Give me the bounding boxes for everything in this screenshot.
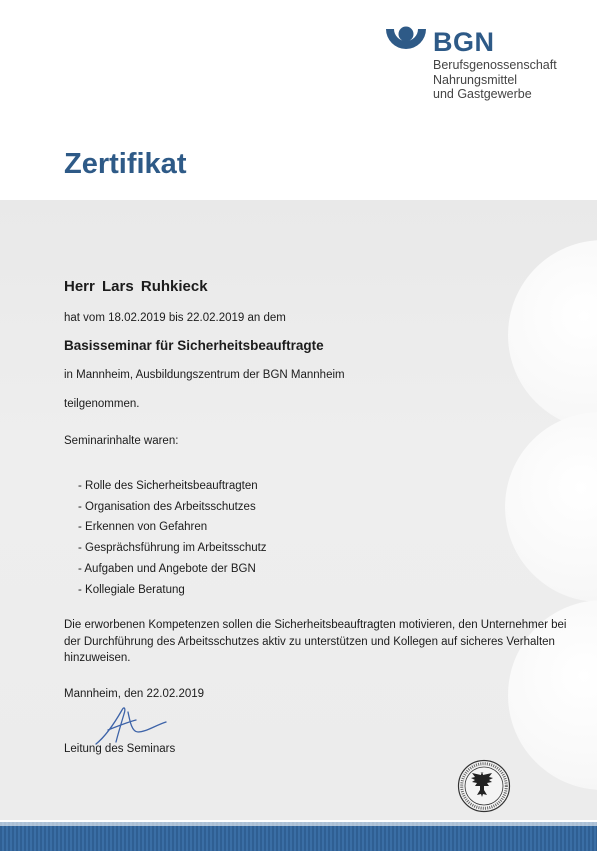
- contents-heading: Seminarinhalte waren:: [64, 435, 179, 447]
- logo-subtitle-line: und Gastgewerbe: [433, 87, 532, 101]
- logo-subtitle-line: Berufsgenossenschaft: [433, 58, 557, 72]
- document-title: Zertifikat: [64, 148, 187, 180]
- decorative-circle: [505, 412, 597, 602]
- logo-name: BGN: [433, 27, 495, 57]
- participation-line: teilgenommen.: [64, 398, 140, 410]
- location-line: in Mannheim, Ausbildungszentrum der BGN Mannheim: [64, 369, 345, 381]
- list-item: - Aufgaben und Angebote der BGN: [78, 562, 256, 575]
- list-item: - Rolle des Sicherheitsbeauftragten: [78, 480, 258, 492]
- decorative-circle: [508, 240, 597, 430]
- list-item: - Organisation des Arbeitsschutzes: [78, 500, 256, 513]
- seminar-name: Basisseminar für Sicherheitsbeauftragte: [64, 338, 324, 353]
- bgn-logo: [384, 25, 584, 100]
- logo-subtitle: [433, 58, 557, 102]
- list-item: - Kollegiale Beratung: [78, 583, 185, 596]
- list-item: - Gesprächsführung im Arbeitsschutz: [78, 542, 267, 555]
- federal-eagle-seal-icon: [457, 759, 511, 813]
- recipient-name: Herr Lars Ruhkieck: [64, 278, 208, 295]
- logo-subtitle-line: Nahrungsmittel: [433, 72, 518, 87]
- list-item: - Erkennen von Gefahren: [78, 521, 208, 534]
- competence-paragraph: Die erworbenen Kompetenzen sollen die Sicherheitsbeauftragten motivieren, den Unternehmer bei der Durchführung des Arbeitsschutzes aktiv zu unterstützen und Kollegen auf sicheres Verhalten hinzuweisen.: [64, 619, 567, 664]
- signature-caption: Leitung des Seminars: [64, 743, 176, 755]
- dates-line: hat vom 18.02.2019 bis 22.02.2019 an dem: [64, 312, 286, 324]
- place-date: Mannheim, den 22.02.2019: [64, 688, 205, 700]
- bgn-logo-icon: [384, 25, 428, 69]
- contents-list: [78, 476, 267, 600]
- bottom-stripe: [0, 822, 597, 851]
